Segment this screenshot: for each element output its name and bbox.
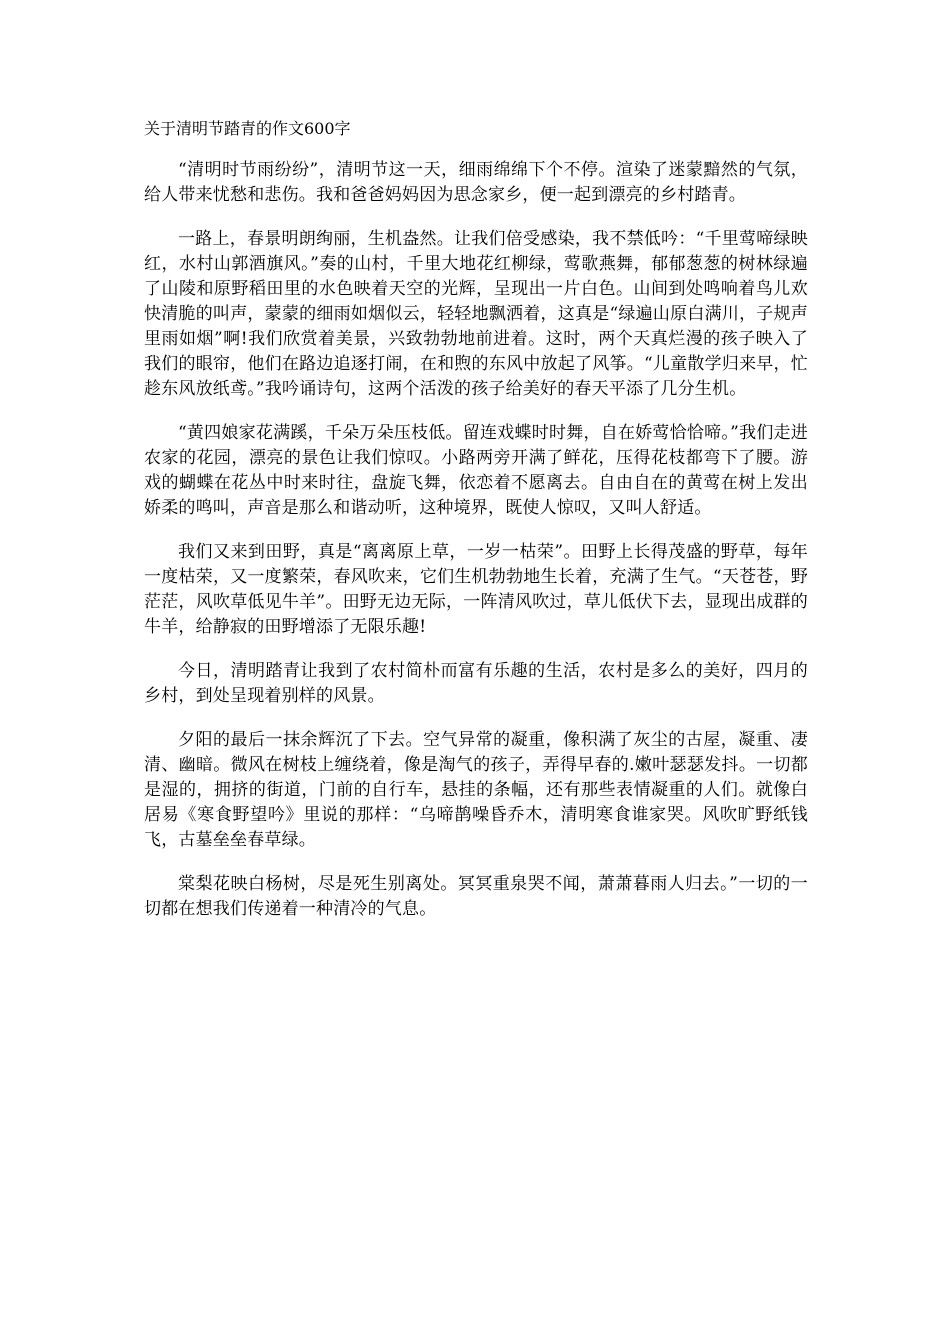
- document-body: [144, 118, 808, 941]
- paragraph-2: 一路上，春景明朗绚丽，生机盎然。让我们倍受感染，我不禁低吟：“千里莺啼绿映红，水村山郭酒旗风。”奏的山村，千里大地花红柳绿，莺歌燕舞，郁郁葱葱的树林绿遍了山陵和原野稻田里的水色映着天空的光辉，呈现出一片白色。山间到处鸣响着鸟儿欢快清脆的叫声，蒙蒙的细雨如烟似云，轻轻地飘洒着，这真是“绿遍山原白满川，子规声里雨如烟”啊!我们欣赏着美景，兴致勃勃地前进着。这时，两个天真烂漫的孩子映入了我们的眼帘，他们在路边追逐打闹，在和煦的东风中放起了风筝。“儿童散学归来早，忙趁东风放纸鸢。”我吟诵诗句，这两个活泼的孩子给美好的春天平添了几分生机。: [144, 229, 808, 399]
- paragraph-6: 夕阳的最后一抹余辉沉了下去。空气异常的凝重，像积满了灰尘的古屋，凝重、凄清、幽暗。微风在树枝上缠绕着，像是淘气的孩子，弄得早春的.嫩叶瑟瑟发抖。一切都是湿的，拥挤的街道，门前的自行车，悬挂的条幅，还有那些表情凝重的人们。就像白居易《寒食野望吟》里说的那样：“乌啼鹊噪昏乔木，清明寒食谁家哭。风吹旷野纸钱飞，古墓垒垒春草绿。: [144, 730, 808, 850]
- paragraph-4: 我们又来到田野，真是“离离原上草，一岁一枯荣”。田野上长得茂盛的野草，每年一度枯荣，又一度繁荣，春风吹来，它们生机勃勃地生长着，充满了生气。“天苍苍，野茫茫，风吹草低见牛羊”。田野无边无际，一阵清风吹过，草儿低伏下去，显现出成群的牛羊，给静寂的田野增添了无限乐趣!: [144, 542, 808, 637]
- paragraph-7: 棠梨花映白杨树，尽是死生别离处。冥冥重泉哭不闻，萧萧暮雨人归去。”一切的一切都在想我们传递着一种清冷的气息。: [144, 874, 808, 919]
- paragraph-3: “黄四娘家花满蹊，千朵万朵压枝低。留连戏蝶时时舞，自在娇莺恰恰啼。”我们走进农家的花园，漂亮的景色让我们惊叹。小路两旁开满了鲜花，压得花枝都弯下了腰。游戏的蝴蝶在花丛中时来时往，盘旋飞舞，依恋着不愿离去。自由自在的黄莺在树上发出娇柔的鸣叫，声音是那么和谐动听，这种境界，既使人惊叹，又叫人舒适。: [144, 423, 808, 518]
- document-title: 关于清明节踏青的作文600字: [144, 119, 351, 138]
- paragraph-1: “清明时节雨纷纷”，清明节这一天，细雨绵绵下个不停。渲染了迷蒙黯然的气氛，给人带来忧愁和悲伤。我和爸爸妈妈因为思念家乡，便一起到漂亮的乡村踏青。: [144, 160, 808, 205]
- paragraph-5: 今日，清明踏青让我到了农村简朴而富有乐趣的生活，农村是多么的美好，四月的乡村，到处呈现着别样的风景。: [144, 661, 808, 706]
